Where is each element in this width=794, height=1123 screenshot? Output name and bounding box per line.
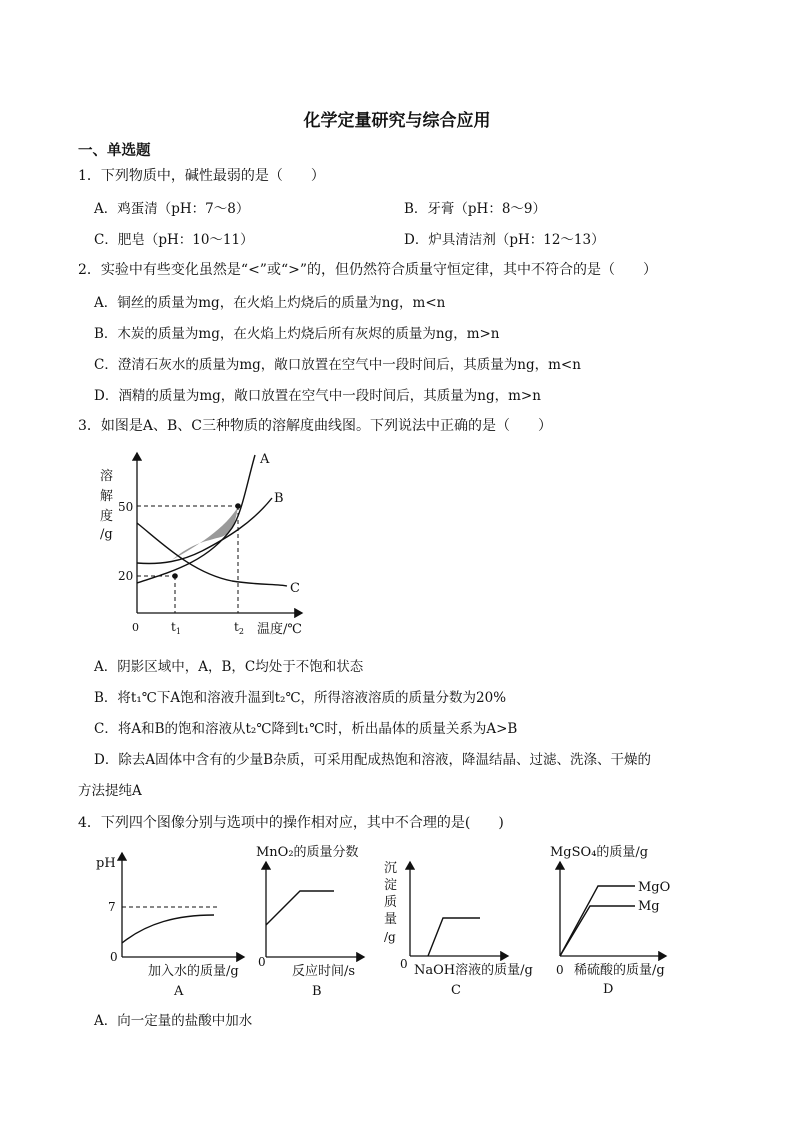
origin-label: 0 xyxy=(132,621,139,634)
q2-option-d: D．酒精的质量为mg，敞口放置在空气中一段时间后，其质量为ng，m>n xyxy=(94,388,541,404)
graph-d-caption: D xyxy=(603,982,614,997)
graph-c-figure xyxy=(380,850,550,1000)
q3-option-d-line2: 方法提纯A xyxy=(78,783,142,799)
graph-c-ylabel-4: 量 xyxy=(384,912,398,927)
q4-option-a: A．向一定量的盐酸中加水 xyxy=(94,1013,253,1029)
q2-option-a: A．铜丝的质量为mg，在火焰上灼烧后的质量为ng，m<n xyxy=(94,295,446,311)
graph-a-ylabel: pH xyxy=(96,856,116,871)
point-t2 xyxy=(235,503,241,509)
tick-t2: $t_2$ xyxy=(234,620,244,636)
q4-stem: 4．下列四个图像分别与选项中的操作相对应，其中不合理的是( ) xyxy=(78,815,504,831)
ylabel-1: 溶 xyxy=(100,469,114,484)
graph-d-line-mgo xyxy=(560,886,635,956)
label-a: A xyxy=(260,452,270,467)
q3-option-d-line1: D．除去A固体中含有的少量B杂质，可采用配成热饱和溶液，降温结晶、过滤、洗涤、干燥的 xyxy=(94,752,651,768)
label-c: C xyxy=(290,581,300,596)
graph-a-xlabel: 加入水的质量/g xyxy=(148,964,239,979)
ylabel-2: 解 xyxy=(100,489,114,504)
graph-b-caption: B xyxy=(312,984,322,999)
tick-50: 50 xyxy=(118,500,134,514)
q1-option-a: A．鸡蛋清（pH：7～8） xyxy=(94,201,250,217)
graph-a-curve xyxy=(122,915,214,943)
graph-b-origin: 0 xyxy=(258,955,266,969)
graph-d-label-mg: Mg xyxy=(638,899,660,914)
graph-c-ylabel-2: 淀 xyxy=(384,878,398,893)
q2-option-b: B．木炭的质量为mg，在火焰上灼烧后所有灰烬的质量为ng，m>n xyxy=(94,326,500,342)
section-heading: 一、单选题 xyxy=(78,142,151,159)
ylabel-3: 度 xyxy=(100,509,114,524)
q2-stem: 2．实验中有些变化虽然是“<”或“>”的，但仍然符合质量守恒定律，其中不符合的是（ ） xyxy=(78,262,657,278)
point-t1 xyxy=(172,573,178,579)
graph-a-caption: A xyxy=(174,984,184,999)
label-b: B xyxy=(274,491,284,506)
graph-d-origin: 0 xyxy=(556,963,564,977)
q3-stem: 3．如图是A、B、C三种物质的溶解度曲线图。下列说法中正确的是（ ） xyxy=(78,418,553,434)
graph-c-line xyxy=(428,918,480,956)
graph-d-label-mgo: MgO xyxy=(638,880,671,895)
tick-t1: $t_1$ xyxy=(171,620,181,636)
q1-option-b: B．牙膏（pH：8～9） xyxy=(404,201,547,217)
xlabel: 温度/℃ xyxy=(257,622,302,637)
graph-b-figure xyxy=(252,840,382,1000)
curve-c xyxy=(137,523,287,586)
graph-c-ylabel-1: 沉 xyxy=(384,861,398,876)
graph-d-ylabel: MgSO₄的质量/g xyxy=(550,845,649,860)
graph-b-xlabel: 反应时间/s xyxy=(292,964,356,979)
q3-option-a: A．阴影区域中，A，B，C均处于不饱和状态 xyxy=(94,659,364,675)
graph-b-line xyxy=(266,891,334,925)
q2-option-c: C．澄清石灰水的质量为mg，敞口放置在空气中一段时间后，其质量为ng，m<n xyxy=(94,357,581,373)
q1-option-c: C．肥皂（pH：10～11） xyxy=(94,232,254,248)
graph-c-caption: C xyxy=(451,983,461,998)
graph-d-xlabel: 稀硫酸的质量/g xyxy=(574,963,665,978)
q3-option-c: C．将A和B的饱和溶液从t₂℃降到t₁℃时，析出晶体的质量关系为A>B xyxy=(94,721,518,737)
solubility-curve-figure xyxy=(92,443,322,643)
graph-c-xlabel: NaOH溶液的质量/g xyxy=(414,963,533,978)
q3-option-b: B．将t₁℃下A饱和溶液升温到t₂℃，所得溶液溶质的质量分数为20% xyxy=(94,690,507,706)
ylabel-4: /g xyxy=(100,527,113,542)
graph-a-figure xyxy=(92,845,252,1000)
graph-d-line-mg xyxy=(560,906,635,956)
q1-stem: 1．下列物质中，碱性最弱的是（ ） xyxy=(78,168,325,184)
graph-b-ylabel: MnO₂的质量分数 xyxy=(256,845,359,860)
graph-a-origin: 0 xyxy=(110,950,118,964)
tick-20: 20 xyxy=(118,569,134,583)
graph-c-ylabel-3: 质 xyxy=(384,895,398,910)
q1-option-d: D．炉具清洁剂（pH：12～13） xyxy=(404,232,605,248)
graph-a-tick-7: 7 xyxy=(108,900,116,914)
page-title: 化学定量研究与综合应用 xyxy=(303,111,491,131)
graph-c-ylabel-5: /g xyxy=(384,930,396,944)
graph-c-origin: 0 xyxy=(400,957,408,971)
graph-d-figure xyxy=(548,840,688,1000)
